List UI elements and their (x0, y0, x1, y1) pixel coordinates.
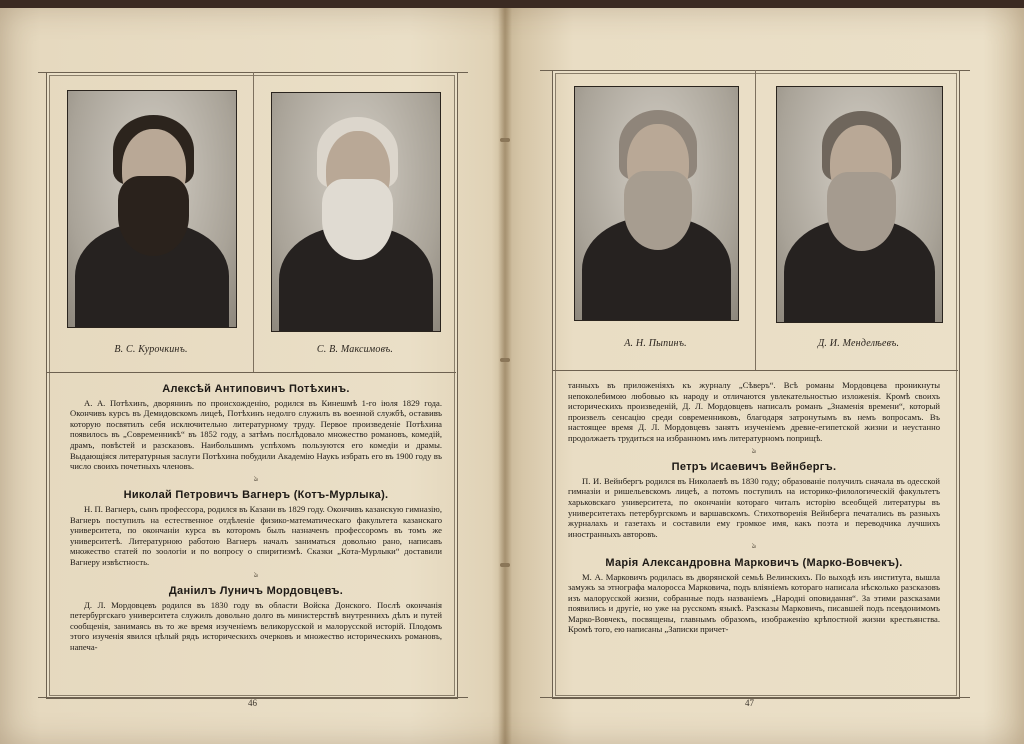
page-number-right: 47 (745, 698, 754, 708)
binding-stitch (500, 563, 510, 567)
page-number-left: 46 (248, 698, 257, 708)
left-portrait-divider (253, 72, 254, 372)
left-text-column (70, 384, 442, 653)
portrait-kurochkin (67, 90, 237, 328)
bio-vagner: Н. П. Вагнеръ, сынъ профессора, родился въ Казани въ 1829 году. Окончивъ казанскую гимназію, Вагнеръ поступилъ на естественное отдѣленіе физико-математическаго факультета казанскаго университета, по окончаніи курса въ которомъ былъ назначенъ профессоромъ въ томъ же университетѣ. Литературною работою Вагнеръ началъ заниматься довольно рано, написавъ множество статей по зоологіи и по вопросу о спиритизмѣ. Сказки „Кота-Мурлыки“ доставили Вагнеру извѣстность. (70, 503, 442, 567)
bio-veinberg: П. И. Вейнбергъ родился въ Николаевѣ въ 1830 году; образованіе получилъ сначала въ одесской гимназіи и ришельевскомъ лицеѣ, а потомъ поступилъ на историко-филологическій факультетъ харьковскаго университета, по окончаніи котораго читалъ исторію всеобщей литературы въ университетахъ петербургскомъ и варшавскомъ. Стихотворенія Вейнберга печатались въ разныхъ журналахъ и газетахъ и составили ему громкое имя, какъ поэта и переводчика лучшихъ иностранныхъ авторовъ. (568, 475, 940, 539)
binding-stitch (500, 138, 510, 142)
heading-potekhin: Алексѣй Антиповичъ Потѣхинъ. (162, 383, 350, 395)
book-gutter (498, 8, 512, 744)
book-spread (0, 8, 1024, 744)
heading-veinberg: Петръ Исаевичъ Вейнбергъ. (671, 461, 837, 474)
bio-mordovtsev: Д. Л. Мордовцевъ родился въ 1830 году въ области Войска Донского. Послѣ окончанія петербургскаго университета служилъ довольно долго въ министерствѣ внутреннихъ дѣлъ и путей сообщенія, занимаясь въ то же время изученіемъ великорусской и малорусской исторій. Плодомъ этого изученія явился цѣлый рядъ историческихъ очерковъ и множество историческихъ романовъ, напеча- (70, 599, 442, 653)
ornament: ঌ (751, 445, 757, 455)
caption-mendeleev: Д. И. Менделѣевъ. (817, 338, 900, 349)
caption-kurochkin: В. С. Курочкинъ. (114, 344, 188, 355)
left-portrait-rule (46, 372, 456, 373)
heading-markovich: Марія Александровна Марковичъ (Марко-Вовчекъ). (605, 556, 903, 569)
bio-markovich: М. А. Марковичъ родилась въ дворянской семьѣ Велинскихъ. По выходѣ изъ института, вышла замужъ за этнографа малоросса Марковича, подъ вліяніемъ котораго написала нѣсколько разсказовъ изъ малорусской жизни, собранные подъ названіемъ „Народні оповидання“. За этими разсказами появились и другіе, но уже на русскомъ языкѣ. Разсказы Марковичъ, писавшей подъ псевдонимомъ Марко-Вовчекъ, посвящены, главнымъ образомъ, изображенію крѣпостной жизни крестьянства. Кромѣ того, ею написаны „Записки причет- (568, 571, 940, 635)
right-portrait-rule (552, 370, 958, 371)
caption-maksimov: С. В. Максимовъ. (316, 344, 394, 355)
right-portrait-divider (755, 70, 756, 370)
binding-stitch (500, 358, 510, 362)
portrait-mendeleev (776, 86, 943, 323)
portrait-maksimov (271, 92, 441, 332)
heading-mordovtsev: Даніилъ Луничъ Мордовцевъ. (168, 585, 344, 598)
bio-mordovtsev-continued: танныхъ въ приложеніяхъ къ журналу „Сѣверъ“. Всѣ романы Мордовцева проникнуты непоколебимою любовью къ народу и отличаются увлекательностью изложенія. Кромѣ своихъ историческихъ произведеній, Д. Л. Мордовцевъ написалъ романъ „Знаменія времени“, который произвелъ сенсацію среди современниковъ, благодаря затронутымъ въ немъ вопросамъ. Въ настоящее время Д. Л. Мордовцевъ занятъ изученіемъ древне-египетской жизни и неустанно продолжаетъ трудиться на избранномъ имъ литературномъ поприщѣ. (568, 380, 940, 443)
portrait-pypin (574, 86, 739, 321)
ornament: ঌ (751, 541, 757, 551)
ornament: ঌ (253, 473, 259, 483)
right-bottom-rule (540, 697, 970, 698)
ornament: ঌ (253, 569, 259, 579)
right-text-column (568, 380, 940, 635)
caption-pypin: А. Н. Пыпинъ. (624, 338, 687, 349)
bio-potekhin: А. А. Потѣхинъ, дворянинъ по происхожденію, родился въ Кинешмѣ 1-го іюля 1829 года. Окончивъ курсъ въ Демидовскомъ лицеѣ, Потѣхинъ недолго служилъ въ военной службѣ, оставивъ которую посвятилъ себя исключительно литературному труду. Первое произведеніе Потѣхина появилось въ „Современникѣ“ въ 1852 году, а затѣмъ послѣдовало множество романовъ, комедій, драмъ, повѣстей и разсказовъ. Наибольшимъ успѣхомъ пользуются его комедіи и драмы. Выдающіяся литературныя заслуги Потѣхина побудили Академію Наукъ избрать его въ 1900 году въ число своихъ почетныхъ членовъ. (70, 397, 442, 472)
heading-vagner: Николай Петровичъ Вагнеръ (Котъ-Мурлыка). (123, 489, 389, 502)
